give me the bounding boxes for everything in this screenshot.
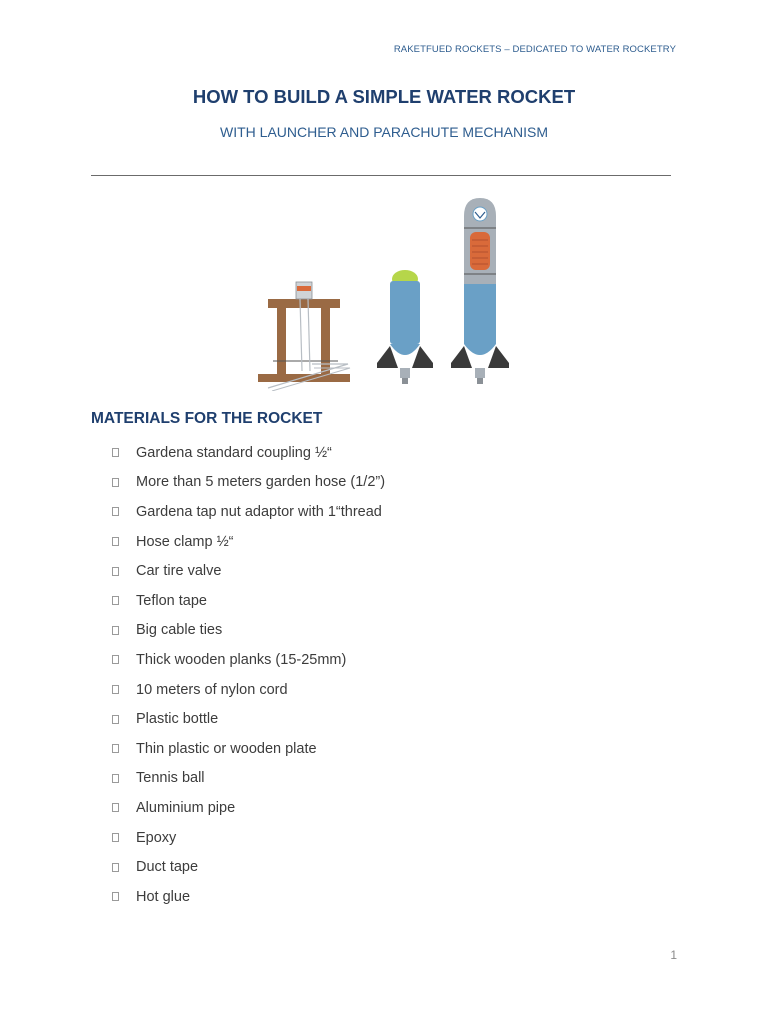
list-item-label: Aluminium pipe bbox=[136, 799, 236, 816]
list-item bbox=[112, 616, 385, 646]
simple-rocket-drawing bbox=[377, 270, 433, 384]
bottle-body bbox=[390, 281, 420, 344]
list-item-label: Teflon tape bbox=[136, 592, 207, 609]
materials-heading: MATERIALS FOR THE ROCKET bbox=[91, 410, 323, 427]
launch-tube bbox=[300, 299, 302, 371]
list-item bbox=[112, 586, 385, 616]
page-number: 1 bbox=[670, 948, 677, 962]
list-item bbox=[112, 468, 385, 498]
rocket-illustration bbox=[250, 196, 520, 391]
list-item bbox=[112, 438, 385, 468]
materials-list bbox=[112, 438, 385, 912]
list-item bbox=[112, 764, 385, 794]
list-item-label: 10 meters of nylon cord bbox=[136, 681, 288, 698]
horizontal-rule bbox=[91, 175, 671, 176]
nozzle-tip bbox=[402, 378, 408, 384]
rocket-nozzle bbox=[475, 368, 485, 378]
list-item-label: Big cable ties bbox=[136, 622, 223, 639]
rocket-nozzle-tip bbox=[477, 378, 483, 384]
document-title: HOW TO BUILD A SIMPLE WATER ROCKET bbox=[192, 86, 576, 107]
list-item bbox=[112, 497, 385, 527]
running-header: RAKETFUED ROCKETS – DEDICATED TO WATER ROCKETRY bbox=[393, 44, 676, 55]
checkbox-icon bbox=[112, 715, 119, 724]
list-item bbox=[112, 793, 385, 823]
list-item-label: Hose clamp ½“ bbox=[136, 533, 234, 550]
checkbox-icon bbox=[112, 774, 119, 783]
list-item bbox=[112, 527, 385, 557]
launcher-valve bbox=[297, 286, 311, 291]
list-item bbox=[112, 556, 385, 586]
list-item-label: Thin plastic or wooden plate bbox=[136, 740, 317, 757]
checkbox-icon bbox=[112, 567, 119, 576]
launch-tube-right bbox=[308, 299, 310, 371]
list-item bbox=[112, 882, 385, 912]
checkbox-icon bbox=[112, 685, 119, 694]
list-item-label: More than 5 meters garden hose (1/2”) bbox=[136, 474, 386, 491]
list-item bbox=[112, 852, 385, 882]
checkbox-icon bbox=[112, 537, 119, 546]
list-item-label: Epoxy bbox=[136, 829, 177, 846]
list-item-label: Hot glue bbox=[136, 888, 191, 905]
bottle-shoulder bbox=[390, 344, 420, 355]
checkbox-icon bbox=[112, 448, 119, 457]
list-item bbox=[112, 675, 385, 705]
checkbox-icon bbox=[112, 626, 119, 635]
checkbox-icon bbox=[112, 833, 119, 842]
list-item bbox=[112, 704, 385, 734]
list-item-label: Gardena tap nut adaptor with 1“thread bbox=[136, 503, 382, 520]
checkbox-icon bbox=[112, 507, 119, 516]
launcher-base-plank bbox=[258, 374, 350, 382]
checkbox-icon bbox=[112, 803, 119, 812]
rocket-bottle-body bbox=[464, 284, 496, 344]
bottle-nozzle bbox=[400, 368, 410, 378]
launcher-drawing bbox=[258, 282, 350, 391]
checkbox-icon bbox=[112, 892, 119, 901]
document-subtitle: WITH LAUNCHER AND PARACHUTE MECHANISM bbox=[220, 124, 548, 140]
list-item-label: Tennis ball bbox=[136, 770, 205, 787]
parachute-rocket-drawing bbox=[451, 198, 509, 384]
checkbox-icon bbox=[112, 655, 119, 664]
checkbox-icon bbox=[112, 596, 119, 605]
list-item bbox=[112, 645, 385, 675]
checkbox-icon bbox=[112, 478, 119, 487]
list-item bbox=[112, 734, 385, 764]
checkbox-icon bbox=[112, 744, 119, 753]
rocket-bottle-shoulder bbox=[464, 344, 496, 355]
list-item-label: Gardena standard coupling ½“ bbox=[136, 444, 332, 461]
checkbox-icon bbox=[112, 863, 119, 872]
list-item bbox=[112, 823, 385, 853]
list-item-label: Plastic bottle bbox=[136, 711, 219, 728]
list-item-label: Thick wooden planks (15-25mm) bbox=[136, 651, 347, 668]
list-item-label: Duct tape bbox=[136, 859, 199, 876]
launcher-top-plank bbox=[268, 299, 340, 308]
list-item-label: Car tire valve bbox=[136, 563, 222, 580]
launcher-left-post bbox=[277, 308, 286, 374]
